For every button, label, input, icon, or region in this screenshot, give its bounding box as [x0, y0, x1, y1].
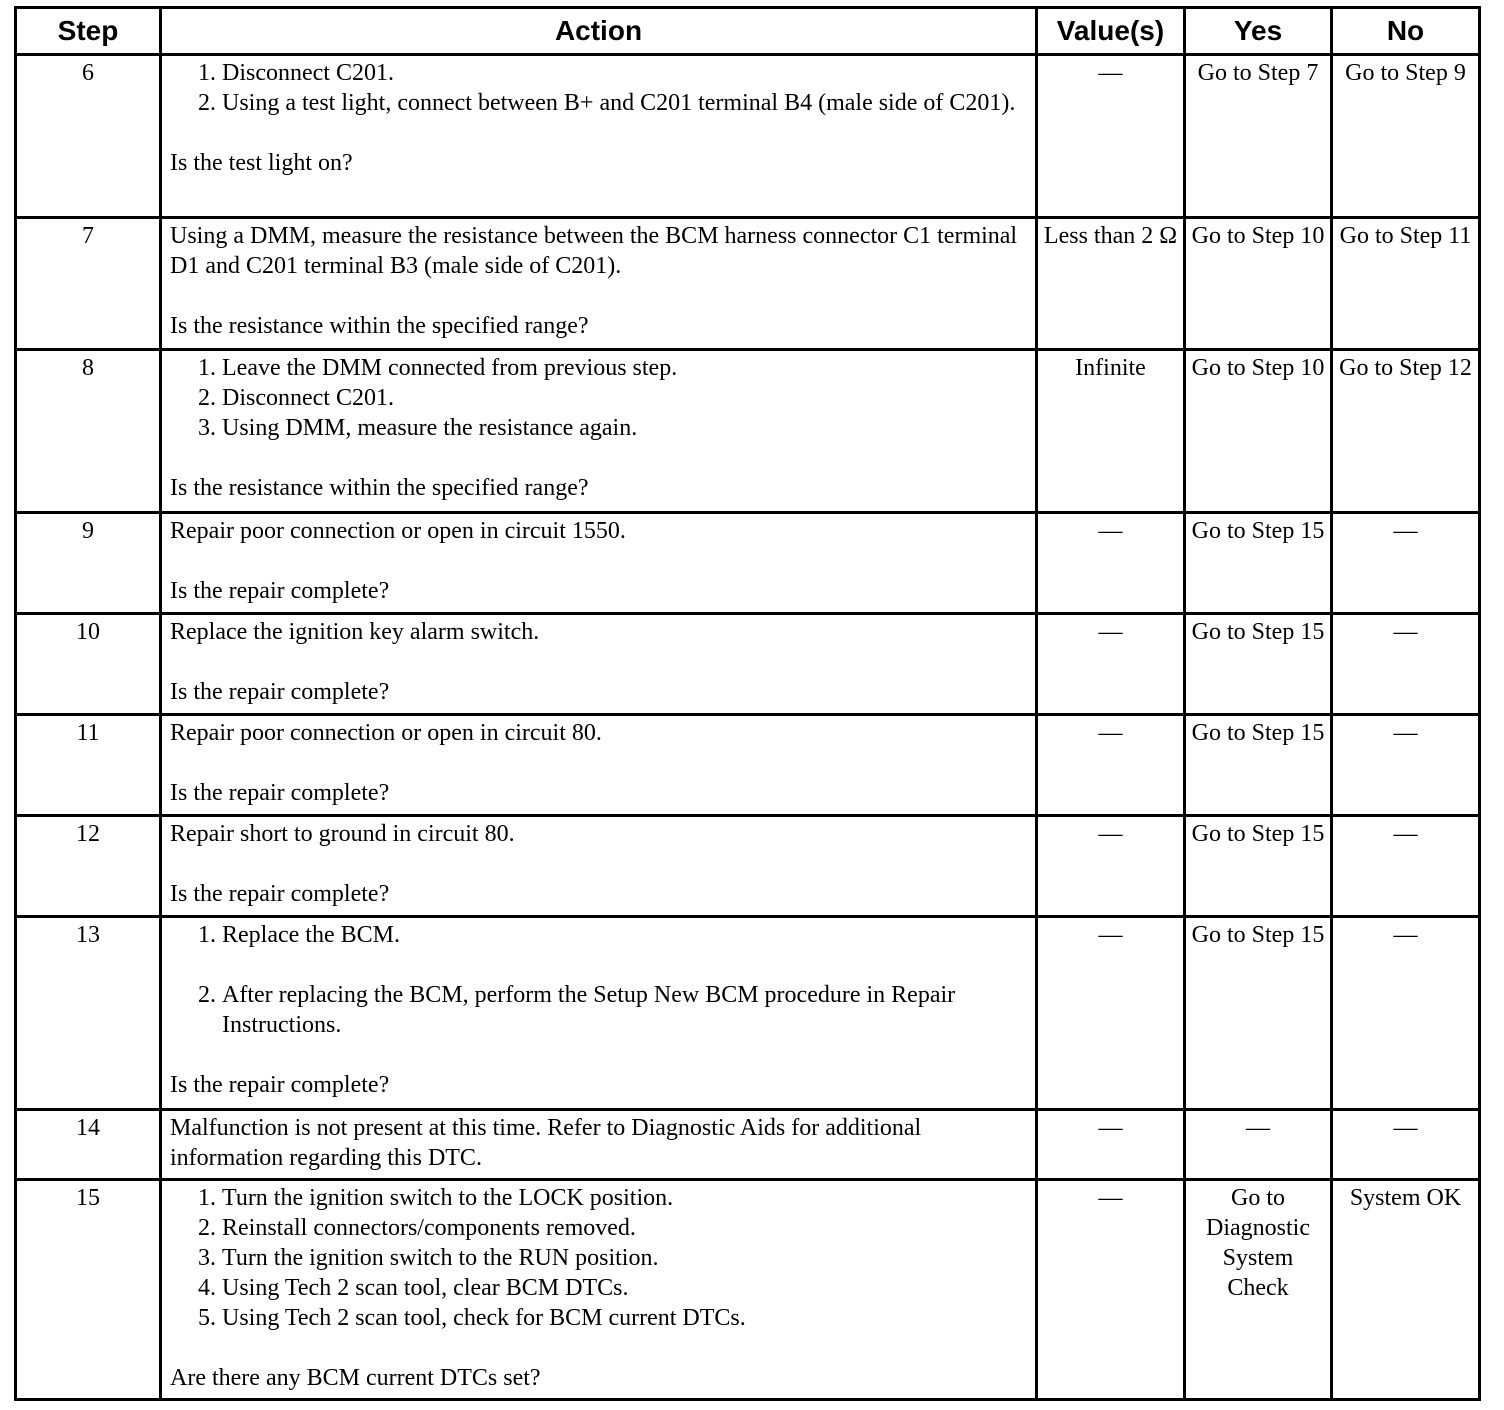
action-step: 4. Using Tech 2 scan tool, clear BCM DTCs.	[222, 1273, 1027, 1303]
step-number: 8	[16, 350, 161, 513]
action-question: Is the repair complete?	[170, 679, 390, 705]
header-values: Value(s)	[1037, 8, 1185, 55]
no-cell: Go to Step 11	[1332, 218, 1480, 350]
yes-cell: Go to Step 15	[1185, 715, 1332, 816]
table-row	[16, 715, 1480, 816]
value-cell: —	[1037, 55, 1185, 218]
action-question: Is the resistance within the specified range?	[170, 313, 589, 339]
header-row	[16, 8, 1480, 55]
table-row	[16, 1180, 1480, 1400]
action-cell	[161, 1110, 1037, 1180]
diagnostic-table	[14, 6, 1481, 1401]
value-cell: —	[1037, 816, 1185, 917]
table-row	[16, 55, 1480, 218]
action-step: 3. Turn the ignition switch to the RUN position.	[222, 1243, 1027, 1273]
action-step: 2. Using a test light, connect between B+ and C201 terminal B4 (male side of C201).	[222, 88, 1027, 118]
step-number: 13	[16, 917, 161, 1110]
action-step: 2. Reinstall connectors/components removed.	[222, 1213, 1027, 1243]
yes-cell: Go to Step 15	[1185, 513, 1332, 614]
step-number: 9	[16, 513, 161, 614]
action-text: Repair short to ground in circuit 80.	[170, 821, 515, 847]
no-cell: —	[1332, 816, 1480, 917]
step-number: 12	[16, 816, 161, 917]
action-step: 5. Using Tech 2 scan tool, check for BCM current DTCs.	[222, 1303, 1027, 1333]
table-row	[16, 614, 1480, 715]
action-text: Using a DMM, measure the resistance between the BCM harness connector C1 terminal D1 and C201 terminal B3 (male side of C201).	[170, 223, 1018, 279]
action-steps	[170, 920, 1027, 1040]
yes-cell: Go to Diagnostic System Check	[1185, 1180, 1332, 1400]
yes-cell: Go to Step 15	[1185, 816, 1332, 917]
value-cell: —	[1037, 513, 1185, 614]
table-row	[16, 917, 1480, 1110]
action-text: Replace the ignition key alarm switch.	[170, 619, 540, 645]
action-question: Are there any BCM current DTCs set?	[170, 1365, 541, 1391]
table-row	[16, 350, 1480, 513]
yes-cell: Go to Step 15	[1185, 917, 1332, 1110]
value-cell: —	[1037, 614, 1185, 715]
action-cell	[161, 917, 1037, 1110]
step-number: 11	[16, 715, 161, 816]
no-cell: Go to Step 9	[1332, 55, 1480, 218]
action-question: Is the repair complete?	[170, 780, 390, 806]
yes-cell: Go to Step 7	[1185, 55, 1332, 218]
no-cell: —	[1332, 1110, 1480, 1180]
action-cell	[161, 513, 1037, 614]
action-question: Is the repair complete?	[170, 578, 390, 604]
action-question: Is the repair complete?	[170, 1072, 390, 1098]
table-row	[16, 816, 1480, 917]
header-no: No	[1332, 8, 1480, 55]
action-cell	[161, 55, 1037, 218]
action-step: 1. Turn the ignition switch to the LOCK position.	[222, 1183, 1027, 1213]
action-question: Is the resistance within the specified range?	[170, 475, 589, 501]
action-steps	[170, 353, 1027, 443]
action-cell	[161, 1180, 1037, 1400]
action-cell	[161, 816, 1037, 917]
step-number: 15	[16, 1180, 161, 1400]
step-number: 6	[16, 55, 161, 218]
action-question: Is the test light on?	[170, 150, 353, 176]
no-cell: —	[1332, 715, 1480, 816]
action-text: Repair poor connection or open in circuit 80.	[170, 720, 602, 746]
table-row	[16, 513, 1480, 614]
action-cell	[161, 218, 1037, 350]
action-question: Is the repair complete?	[170, 881, 390, 907]
action-text: Repair poor connection or open in circuit 1550.	[170, 518, 626, 544]
action-step: 1. Leave the DMM connected from previous step.	[222, 353, 1027, 383]
action-steps	[170, 1183, 1027, 1333]
step-number: 7	[16, 218, 161, 350]
step-number: 10	[16, 614, 161, 715]
action-cell	[161, 715, 1037, 816]
no-cell: System OK	[1332, 1180, 1480, 1400]
yes-cell: Go to Step 10	[1185, 218, 1332, 350]
action-steps	[170, 58, 1027, 118]
no-cell: —	[1332, 513, 1480, 614]
header-action: Action	[161, 8, 1037, 55]
step-number: 14	[16, 1110, 161, 1180]
action-step: 2. After replacing the BCM, perform the Setup New BCM procedure in Repair Instructions.	[222, 980, 1027, 1040]
value-cell: —	[1037, 1180, 1185, 1400]
table-row	[16, 218, 1480, 350]
action-cell	[161, 614, 1037, 715]
action-step: 1. Disconnect C201.	[222, 58, 1027, 88]
yes-cell: Go to Step 15	[1185, 614, 1332, 715]
table-row	[16, 1110, 1480, 1180]
no-cell: —	[1332, 917, 1480, 1110]
action-step: 3. Using DMM, measure the resistance again.	[222, 413, 1027, 443]
no-cell: —	[1332, 614, 1480, 715]
value-cell: Less than 2 Ω	[1037, 218, 1185, 350]
no-cell: Go to Step 12	[1332, 350, 1480, 513]
value-cell: —	[1037, 917, 1185, 1110]
header-yes: Yes	[1185, 8, 1332, 55]
action-cell	[161, 350, 1037, 513]
yes-cell: Go to Step 10	[1185, 350, 1332, 513]
action-step: 2. Disconnect C201.	[222, 383, 1027, 413]
value-cell: —	[1037, 1110, 1185, 1180]
header-step: Step	[16, 8, 161, 55]
value-cell: —	[1037, 715, 1185, 816]
action-step: 1. Replace the BCM.	[222, 920, 1027, 950]
value-cell: Infinite	[1037, 350, 1185, 513]
yes-cell: —	[1185, 1110, 1332, 1180]
action-text: Malfunction is not present at this time. Refer to Diagnostic Aids for additional information regarding this DTC.	[170, 1115, 922, 1171]
